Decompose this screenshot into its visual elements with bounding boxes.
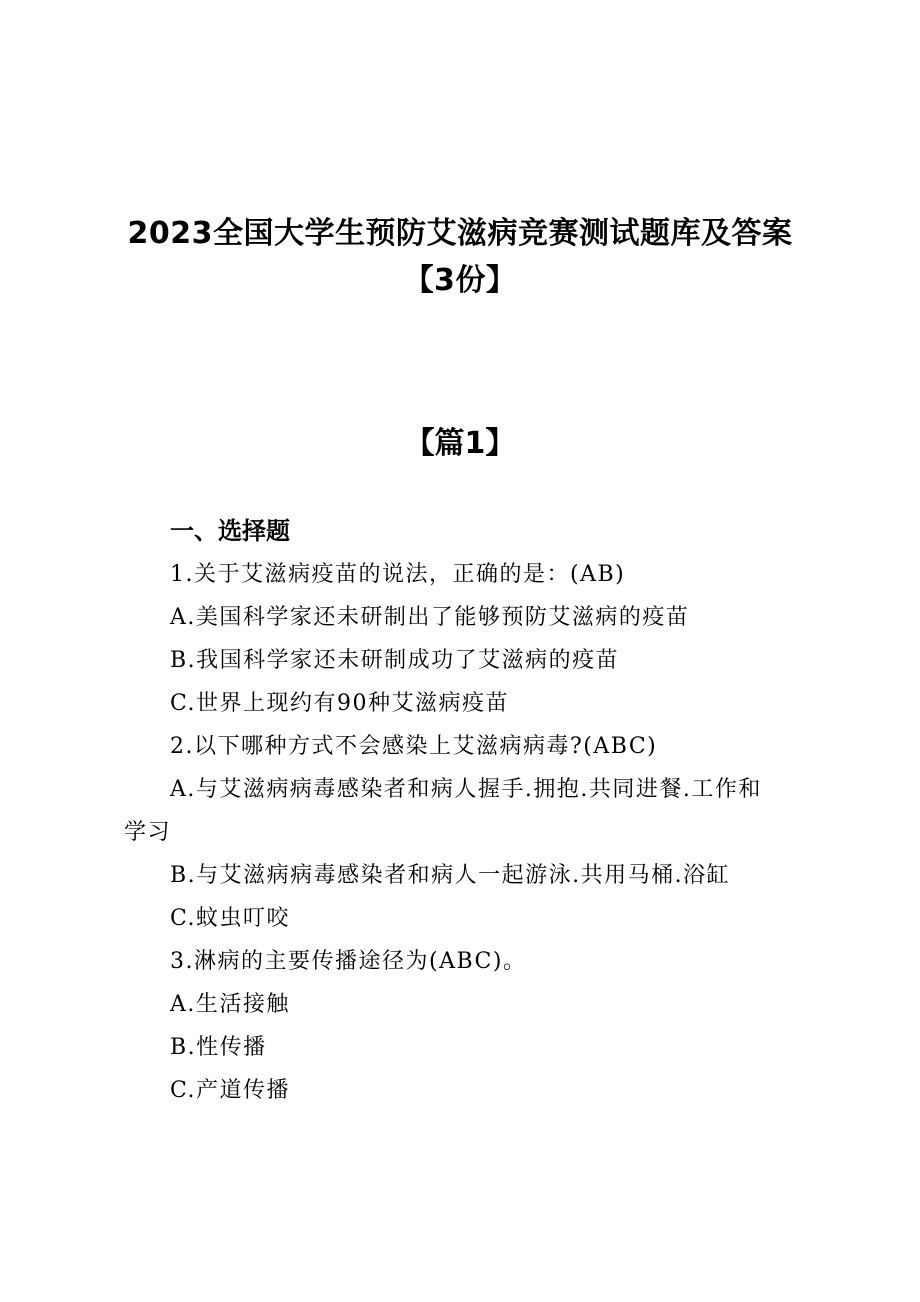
question-2: 2.以下哪种方式不会感染上艾滋病病毒?(ABC) — [170, 734, 658, 759]
question-3: 3.淋病的主要传播途径为(ABC)。 — [170, 949, 527, 974]
question-2-option-b: B.与艾滋病病毒感染者和病人一起游泳.共用马桶.浴缸 — [170, 863, 731, 888]
document-title-line-1: 2023全国大学生预防艾滋病竞赛测试题库及答案 — [127, 216, 793, 251]
section-heading: 一、选择题 — [170, 517, 290, 545]
document-title-line-2: 【3份】 — [403, 263, 517, 298]
question-1: 1.关于艾滋病疫苗的说法，正确的是：(AB) — [170, 562, 626, 587]
question-3-option-a: A.生活接触 — [170, 992, 290, 1017]
question-3-option-b: B.性传播 — [170, 1035, 267, 1060]
question-2-option-a: A.与艾滋病病毒感染者和病人握手.拥抱.共同进餐.工作和 — [170, 777, 762, 802]
question-1-option-b: B.我国科学家还未研制成功了艾滋病的疫苗 — [170, 648, 620, 673]
part-heading: 【篇1】 — [404, 426, 516, 461]
question-1-option-a: A.美国科学家还未研制出了能够预防艾滋病的疫苗 — [170, 605, 690, 630]
question-2-option-a-continued: 学习 — [124, 820, 172, 845]
question-3-option-c: C.产道传播 — [170, 1078, 291, 1103]
question-2-option-c: C.蚊虫叮咬 — [170, 906, 291, 931]
question-1-option-c: C.世界上现约有90种艾滋病疫苗 — [170, 691, 510, 716]
